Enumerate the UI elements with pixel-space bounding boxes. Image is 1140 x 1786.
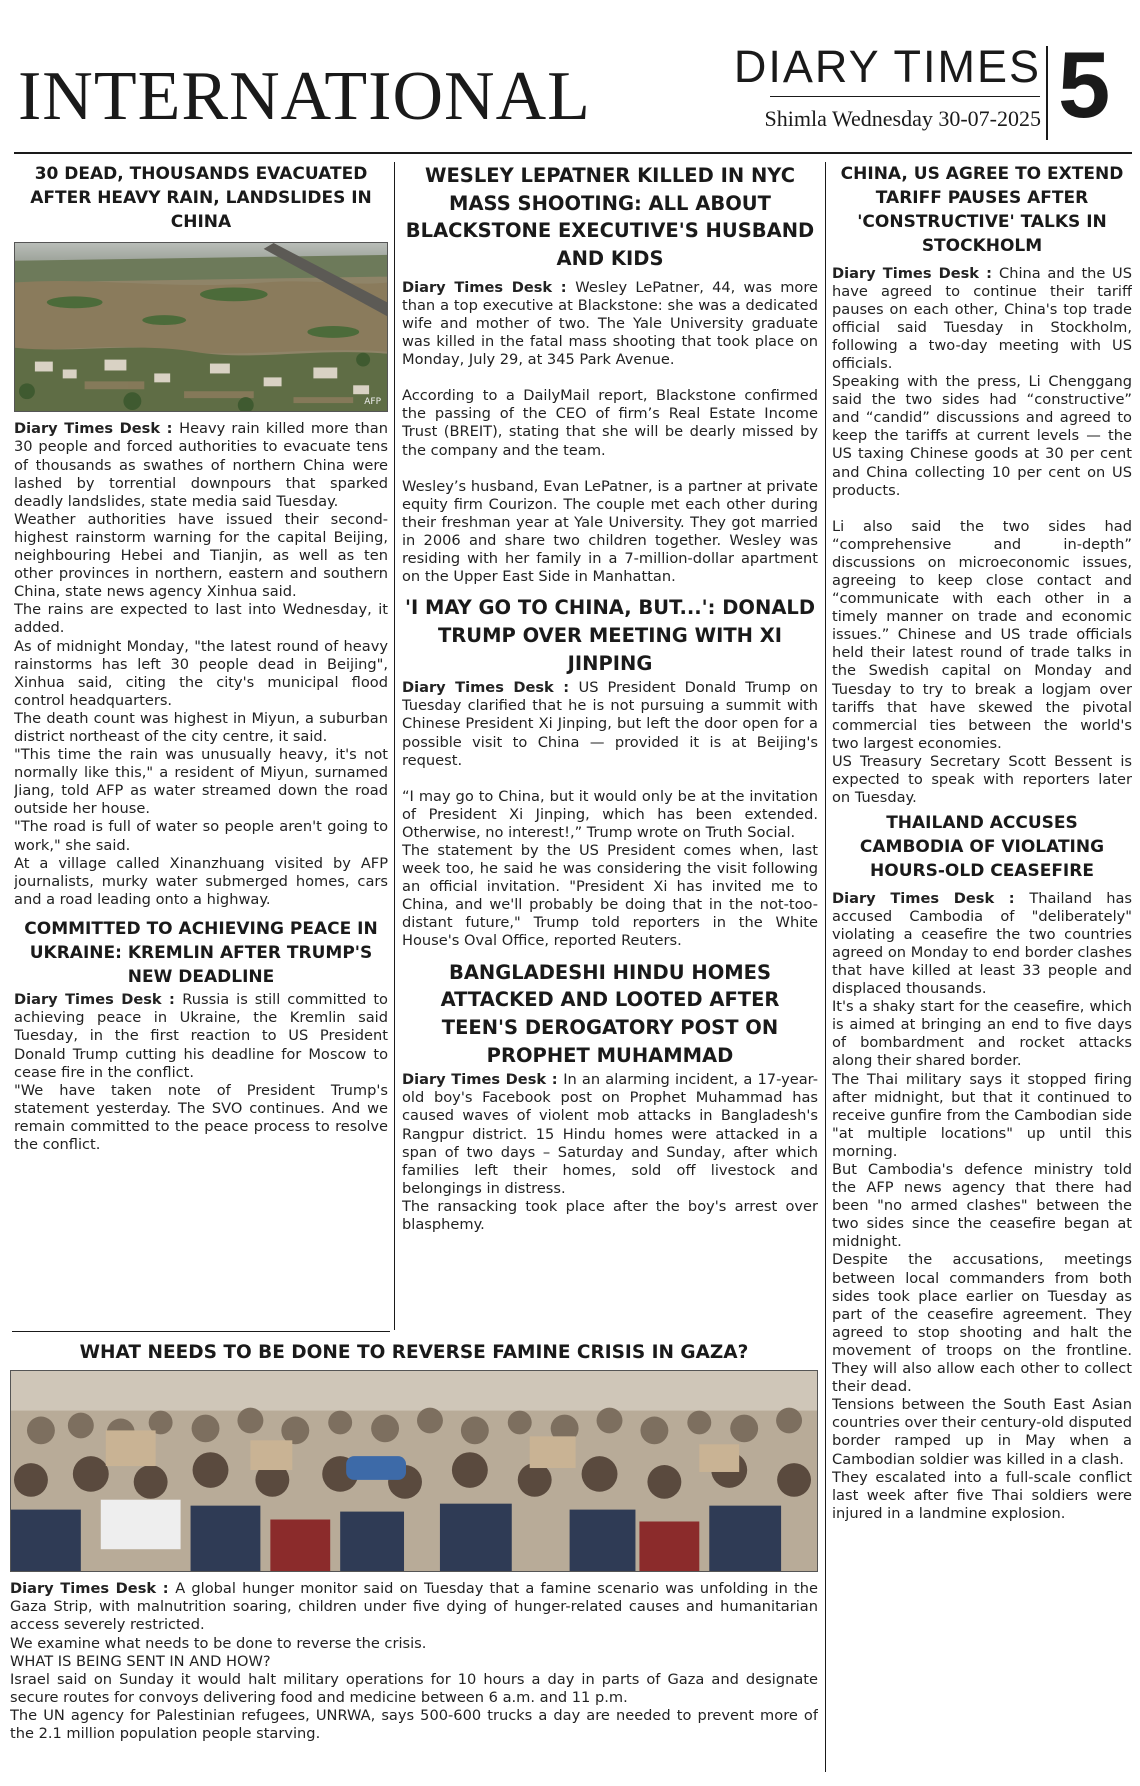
paragraph: Israel said on Sunday it would halt military operations for 10 hours a day in parts of Gaza and designate secure routes for convoys delivering food and medicine between 6 a.m. and 11 p.m. <box>10 1670 818 1706</box>
article-lead: Wesley LePatner, 44, was more than a top executive at Blackstone: she was a dedicated wife and mother of two. The Yale University graduate was killed in the fatal mass shooting that took place on Monday, July 29, at 345 Park Avenue. <box>402 278 818 369</box>
article-body <box>10 1580 818 1743</box>
header-rule <box>14 152 1132 154</box>
column-right <box>832 160 1132 1770</box>
section-title: INTERNATIONAL <box>18 58 591 135</box>
paragraph: The Thai military says it stopped firing after midnight, but that it continued to receive gunfire from the Cambodian side "at multiple locations" up until this morning. <box>832 1070 1132 1160</box>
masthead-rule <box>770 96 1040 97</box>
paragraph: The statement by the US President comes when, last week too, he said he was considering the visit following an official invitation. "President Xi has invited me to China, and we'll probably be doing that in the not-too-distant future," Trump told reporters in the White House's Oval Office, reported Reuters. <box>402 841 818 950</box>
article-thailand <box>832 809 1132 1523</box>
column-divider <box>394 162 395 1330</box>
article-body <box>832 890 1132 1523</box>
column-rule <box>12 1331 390 1332</box>
paragraph: Despite the accusations, meetings between local commanders from both sides took place earlier on Tuesday as part of the ceasefire agreement. They agreed to stop shooting and halt the movement of troops on the frontline. They will also allow each other to collect their dead. <box>832 1251 1132 1396</box>
desk-label: Diary Times Desk : <box>402 679 579 697</box>
paragraph: "We have taken note of President Trump's statement yesterday. The SVO continues. And we remain committed to the peace process to resolve the conflict. <box>14 1081 388 1154</box>
desk-label: Diary Times Desk : <box>14 420 180 438</box>
subheading: WHAT IS BEING SENT IN AND HOW? <box>10 1652 271 1670</box>
paragraph: As of midnight Monday, "the latest round of heavy rainstorms has left 30 people dead in Beijing", Xinhua said, citing the city's municipal flood control headquarters. <box>14 637 388 709</box>
desk-label: Diary Times Desk : <box>402 278 576 296</box>
article-gaza <box>10 1338 818 1772</box>
paragraph: They escalated into a full-scale conflict last week after five Thai soldiers were injured in a landmine explosion. <box>832 1468 1132 1522</box>
page-number: 5 <box>1058 32 1111 137</box>
dateline: Shimla Wednesday 30-07-2025 <box>764 106 1041 131</box>
article-lead: China and the US have agreed to continue their tariff pauses on each other, China's top trade official said Tuesday in Stockholm, following a two-day meeting with US officials. <box>832 264 1132 372</box>
headline: WHAT NEEDS TO BE DONE TO REVERSE FAMINE CRISIS IN GAZA? <box>79 1342 749 1363</box>
article-body <box>402 679 818 950</box>
paragraph: US Treasury Secretary Scott Bessent is expected to speak with reporters later on Tuesday. <box>832 752 1132 807</box>
article-bangladesh <box>402 957 818 1235</box>
article-trump-xi <box>402 592 818 950</box>
paragraph: "The road is full of water so people aren't going to work," she said. <box>14 818 388 854</box>
column-divider <box>825 162 826 1772</box>
article-body <box>14 991 388 1154</box>
article-china-rain <box>14 160 388 909</box>
paragraph: The death count was highest in Miyun, a suburban district northeast of the city centre, it said. <box>14 709 388 745</box>
newspaper-name: DIARY TIMES <box>733 41 1041 92</box>
paragraph: Speaking with the press, Li Chenggang said the two sides had “constructive” and “candid” discussions and agreed to keep the tariffs at current levels — the US taxing Chinese goods at 30 per cent and China collecting 10 per cent on US products. <box>832 373 1132 499</box>
desk-label: Diary Times Desk : <box>832 264 1000 282</box>
article-lead: Thailand has accused Cambodia of "deliberately" violating a ceasefire the two countries agreed on Monday to end border clashes that have killed at least 33 people and displaced thousands. <box>832 889 1132 998</box>
headline: WESLEY LEPATNER KILLED IN NYC MASS SHOOTING: ALL ABOUT BLACKSTONE EXECUTIVE'S HUSBAND AND KIDS <box>405 164 815 271</box>
photo-credit: AFP <box>364 397 381 408</box>
article-lead: Heavy rain killed more than 30 people and forced authorities to evacuate tens of thousands as swathes of northern China were lashed by torrential downpours that sparked deadly landslides, state media said Tuesday. <box>14 420 388 510</box>
article-china-us <box>832 160 1132 807</box>
headline: COMMITTED TO ACHIEVING PEACE IN UKRAINE: KREMLIN AFTER TRUMP'S NEW DEADLINE <box>24 918 378 988</box>
flood-photo <box>14 242 388 412</box>
page-number-divider <box>1046 46 1048 140</box>
masthead <box>0 0 1140 150</box>
paragraph: But Cambodia's defence ministry told the AFP news agency that there had been "no armed clashes" between the two sides since the ceasefire began at midnight. <box>832 1161 1132 1251</box>
article-kremlin <box>14 915 388 1154</box>
paragraph: The ransacking took place after the boy's arrest over blasphemy. <box>402 1197 818 1234</box>
paragraph: According to a DailyMail report, Blackstone confirmed the passing of the CEO of firm’s Real Estate Income Trust (BREIT), stating that she will be dearly missed by the company and the team. <box>402 387 818 459</box>
paragraph: Tensions between the South East Asian countries over their century-old disputed border ramped up in May when a Cambodian soldier was killed in a clash. <box>832 1396 1132 1468</box>
desk-label: Diary Times Desk : <box>832 889 1030 907</box>
paragraph: “I may go to China, but it would only be at the invitation of President Xi Jinping, which has been extended. Otherwise, no interest!,” Trump wrote on Truth Social. <box>402 787 818 841</box>
paragraph: Wesley’s husband, Evan LePatner, is a partner at private equity firm Courizon. The couple met each other during their freshman year at Yale University. They got married in 2006 and share two children together. Wesley was residing with her family in a 7-million-dollar apartment on the Upper East Side in Manhattan. <box>402 477 818 586</box>
headline: 30 DEAD, THOUSANDS EVACUATED AFTER HEAVY RAIN, LANDSLIDES IN CHINA <box>30 164 372 233</box>
article-lead: US President Donald Trump on Tuesday clarified that he is not pursuing a summit with Chinese President Xi Jinping, but left the door open for a possible visit to China — provided it is at Beijing's request. <box>402 679 818 769</box>
article-body <box>402 279 818 586</box>
paragraph: "This time the rain was unusually heavy, it's not normally like this," a resident of Miyun, surnamed Jiang, told AFP as water streamed down the road outside her house. <box>14 746 388 818</box>
headline: BANGLADESHI HINDU HOMES ATTACKED AND LOOTED AFTER TEEN'S DEROGATORY POST ON PROPHET MUHAMMAD <box>440 960 780 1067</box>
paragraph: It's a shaky start for the ceasefire, which is aimed at bringing an end to five days of bombardment and rocket attacks along their shared border. <box>832 998 1132 1070</box>
headline: THAILAND ACCUSES CAMBODIA OF VIOLATING HOURS-OLD CEASEFIRE <box>859 813 1105 882</box>
paragraph: Li also said the two sides had “comprehensive and in-depth” discussions on microeconomic issues, agreeing to keep close contact and “communicate with each other in a timely manner on trade and economic issues.” Chinese and US trade officials held their latest round of trade talks in the Swedish capital on Monday and Tuesday to try to break a logjam over tariffs that have skewed the pivotal commercial ties between the world's two largest economies. <box>832 517 1132 752</box>
headline: CHINA, US AGREE TO EXTEND TARIFF PAUSES AFTER 'CONSTRUCTIVE' TALKS IN STOCKHOLM <box>840 164 1124 257</box>
article-body <box>832 265 1132 808</box>
paragraph: We examine what needs to be done to reverse the crisis. <box>10 1634 427 1652</box>
article-lead: In an alarming incident, a 17-year-old boy's Facebook post on Prophet Muhammad has caused waves of violent mob attacks in Bangladesh's Rangpur district. 15 Hindu homes were attacked in a span of two days – Saturday and Sunday, after which families left their homes, sold off livestock and belongings in distress. <box>402 1071 818 1197</box>
article-body <box>402 1071 818 1234</box>
column-middle <box>402 160 818 1330</box>
article-lepatner <box>402 160 818 586</box>
paragraph: The UN agency for Palestinian refugees, UNRWA, says 500-600 trucks a day are needed to prevent more of the 2.1 million population people starving. <box>10 1706 818 1743</box>
paragraph: The rains are expected to last into Wednesday, it added. <box>14 601 388 637</box>
article-lead: Russia is still committed to achieving peace in Ukraine, the Kremlin said Tuesday, in the first reaction to US President Donald Trump cutting his deadline for Moscow to cease fire in the conflict. <box>14 991 388 1081</box>
desk-label: Diary Times Desk : <box>10 1580 176 1598</box>
article-body <box>14 420 388 909</box>
headline: 'I MAY GO TO CHINA, BUT...': DONALD TRUMP OVER MEETING WITH XI JINPING <box>404 596 816 675</box>
gaza-crowd-photo <box>10 1370 818 1572</box>
column-left <box>14 160 388 1330</box>
paragraph: Weather authorities have issued their second-highest rainstorm warning for the capital Beijing, neighbouring Hebei and Tianjin, as well as ten other provinces in northern, eastern and southern China, state news agency Xinhua said. <box>14 510 388 601</box>
desk-label: Diary Times Desk : <box>14 991 183 1009</box>
article-lead: A global hunger monitor said on Tuesday that a famine scenario was unfolding in the Gaza Strip, with malnutrition soaring, children under five dying of hunger-related causes and humanitarian access severely restricted. <box>10 1580 818 1634</box>
desk-label: Diary Times Desk : <box>402 1071 564 1089</box>
paragraph: At a village called Xinanzhuang visited by AFP journalists, murky water submerged homes, cars and a road leading onto a highway. <box>14 854 388 908</box>
